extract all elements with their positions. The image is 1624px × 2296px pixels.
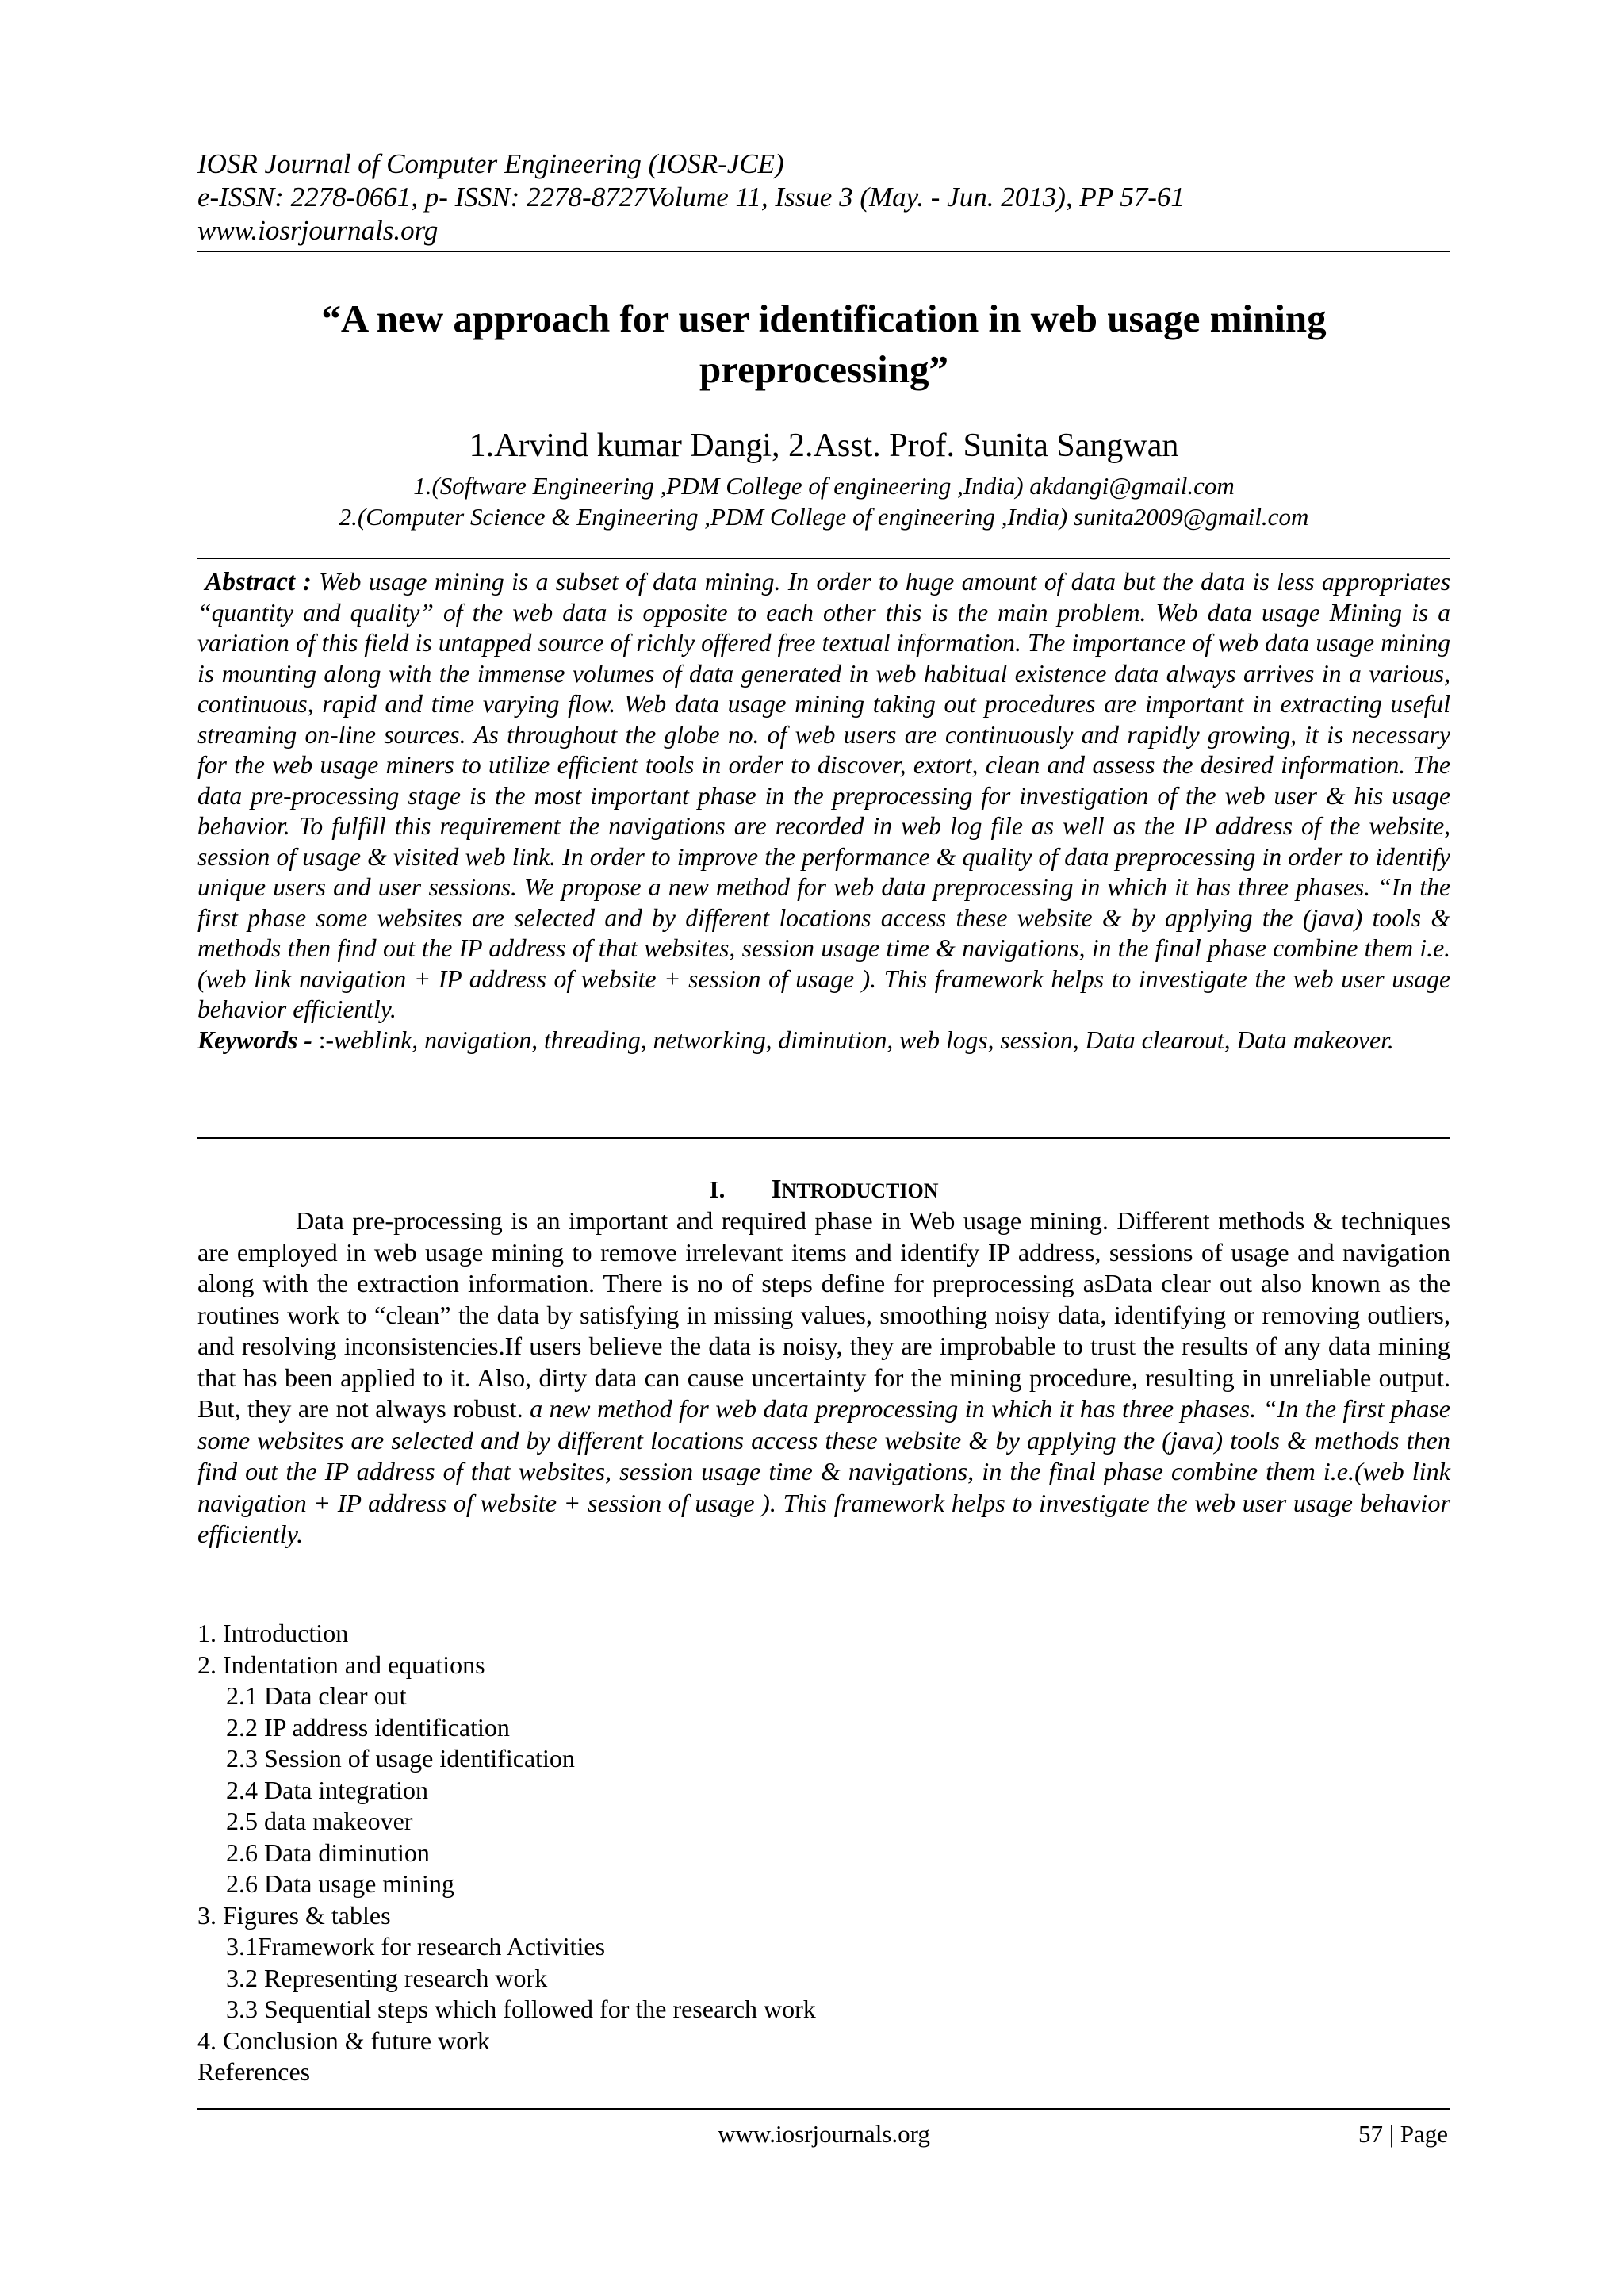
footer-website[interactable]: www.iosrjournals.org (718, 2120, 930, 2148)
contents-item: 2.2 IP address identification (226, 1712, 510, 1742)
contents-item: 2.3 Session of usage identification (226, 1744, 575, 1773)
contents-item: 3.1Framework for research Activities (226, 1932, 606, 1961)
introduction-paragraph (197, 1205, 1450, 1550)
section-title-rest: NTRODUCTION (781, 1179, 939, 1202)
contents-item: 4. Conclusion & future work (197, 2026, 490, 2055)
section-title-initial: I (771, 1175, 782, 1204)
contents-item: 3.2 Representing research work (226, 1963, 548, 1992)
affiliation-2: 2.(Computer Science & Engineering ,PDM College of engineering ,India) sunita2009@gmail.com (339, 503, 1309, 531)
authors: 1.Arvind kumar Dangi, 2.Asst. Prof. Sunita Sangwan (469, 427, 1179, 464)
contents-item: 1. Introduction (197, 1619, 349, 1647)
abstract-text: Web usage mining is a subset of data mining. In order to huge amount of data but the data is less appropriates “quantity and quality” of the web data is opposite to each other this is the main problem. Web data usage Mining is a variation of this field is untapped source of richly offered free textual information. The importance of web data usage mining is mounting along with the immense volumes of data generated in web habitual existence data always arrives in a various, continuous, rapid and time varying flow. Web data usage mining taking out procedures are important in extracting useful streaming on-line sources. As throughout the globe no. of web users are continuously and rapidly growing, it is necessary for the web usage miners to utilize efficient tools in order to discover, extort, clean and assess the desired information. The data pre-processing stage is the most important phase in the preprocessing for investigation of the web user & his usage behavior. To fulfill this requirement the navigations are recorded in web log file as well as the IP address of the website, session of usage & visited web link. In order to improve the performance & quality of data preprocessing in order to identify unique users and user sessions. We propose a new method for web data preprocessing in which it has three phases. “In the first phase some websites are selected and by different locations access these website & by applying the (java) tools & methods then find out the IP address of that websites, session usage time & navigations, in the final phase combine them i.e.(web link navigation + IP address of website + session of usage ). This framework helps to investigate the web user usage behavior efficiently. (197, 568, 1451, 1023)
journal-name: IOSR Journal of Computer Engineering (IOSR-JCE) (197, 148, 784, 179)
contents-item: 2. Indentation and equations (197, 1650, 485, 1679)
running-header (197, 148, 1450, 247)
section-number: I. (709, 1175, 726, 1203)
title-line-2: preprocessing” (699, 347, 948, 391)
abstract-label: Abstract : (205, 568, 312, 596)
contents-item: 2.6 Data diminution (226, 1838, 430, 1867)
contents-item: 3. Figures & tables (197, 1900, 391, 1930)
footer-rule (197, 2108, 1450, 2110)
abstract-bottom-rule (197, 1137, 1450, 1139)
journal-website[interactable]: www.iosrjournals.org (197, 215, 439, 246)
contents-item: 2.4 Data integration (226, 1775, 429, 1804)
keywords-label: Keywords - (197, 1025, 319, 1054)
contents-list (197, 1618, 1450, 2088)
contents-item: 2.5 data makeover (226, 1807, 413, 1835)
keywords-paragraph (197, 1025, 1450, 1056)
keywords-text: weblink, navigation, threading, networking, diminution, web logs, session, Data clearout, Data makeover. (334, 1025, 1394, 1054)
abstract-block (197, 567, 1450, 1056)
contents-item: 3.3 Sequential steps which followed for the research work (226, 1995, 816, 2023)
affiliation-1: 1.(Software Engineering ,PDM College of engineering ,India) akdangi@gmail.com (413, 472, 1235, 500)
introduction-text: Data pre-processing is an important and required phase in Web usage mining. Different methods & techniques are employed in web usage mining to remove irrelevant items and identify IP address, sessions of usage and navigation along with the extraction information. There is no of steps define for preprocessing asData clear out also known as the routines work to “clean” the data by satisfying in missing values, smoothing noisy data, identifying or removing outliers, and resolving inconsistencies.If users believe the data is noisy, they are improbable to trust the results of any data mining that has been applied to it. Also, dirty data can cause uncertainty for the mining procedure, resulting in unreliable output. But, they are not always robust. (197, 1206, 1450, 1423)
contents-item: 2.6 Data usage mining (226, 1869, 454, 1898)
title-line-1: “A new approach for user identification in web usage mining (321, 297, 1327, 340)
contents-item: 2.1 Data clear out (226, 1681, 407, 1710)
paper-title (197, 293, 1450, 395)
page-number: 57 | Page (1358, 2120, 1448, 2148)
introduction-italic-text: a new method for web data preprocessing in which it has three phases. “In the first phase some websites are selected and by different locations access these website & by applying the (java) tools & methods then find out the IP address of that websites, session usage time & navigations, in the final phase combine them i.e.(web link navigation + IP address of website + session of usage ). This framework helps to investigate the web user usage behavior efficiently. (197, 1394, 1450, 1548)
keywords-separator: :- (318, 1025, 335, 1054)
abstract-top-rule (197, 558, 1450, 559)
section-heading-introduction (197, 1174, 1450, 1207)
issn-line: e-ISSN: 2278-0661, p- ISSN: 2278-8727Volume 11, Issue 3 (May. - Jun. 2013), PP 57-61 (197, 182, 1185, 213)
contents-item: References (197, 2057, 311, 2086)
header-rule (197, 251, 1450, 252)
abstract-paragraph (197, 567, 1450, 1025)
